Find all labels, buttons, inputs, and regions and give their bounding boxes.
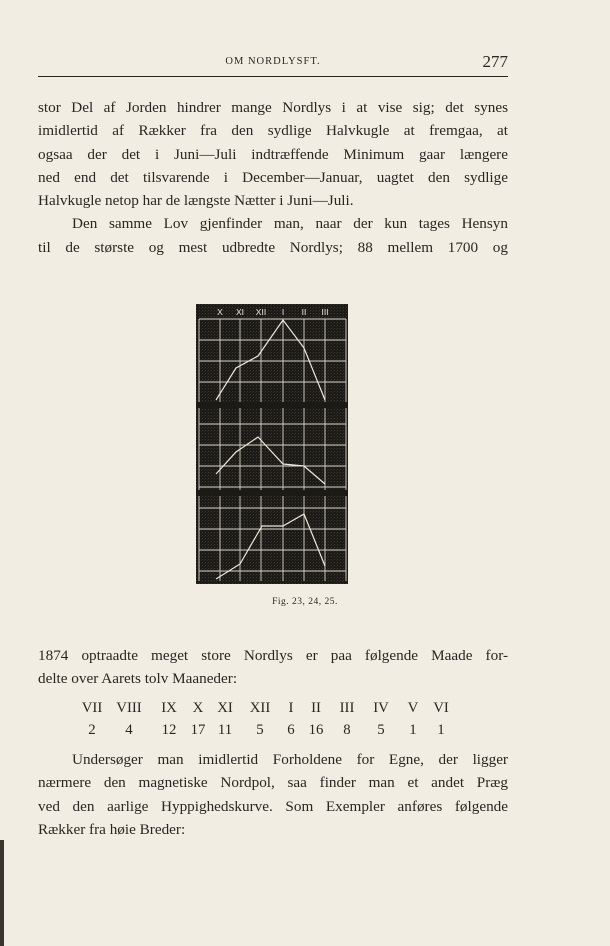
figure-caption: Fig. 23, 24, 25. <box>272 597 338 607</box>
month-cell: IV <box>373 699 389 716</box>
month-label: XI <box>235 307 245 317</box>
text-line: Rækker fra høie Breder: <box>38 820 186 838</box>
month-label: III <box>321 307 329 317</box>
month-cell: V <box>407 699 419 716</box>
paragraph-middle <box>38 644 508 691</box>
text-line: ogsaa der det i Juni—Juli indtræffende Minimum gaar længere <box>38 145 508 163</box>
text-line: ved den aarlige Hyppighedskurve. Som Exempler anføres følgende <box>38 797 508 815</box>
text-line: Den samme Lov gjenfinder man, naar der kun tages Hensyn <box>72 215 508 233</box>
month-cell: VIII <box>116 699 142 716</box>
header-rule <box>38 76 508 77</box>
month-label: I <box>281 307 285 317</box>
month-cell: IX <box>161 699 177 716</box>
month-cell: I <box>288 699 294 716</box>
count-cell: 8 <box>343 721 351 738</box>
count-cell: 12 <box>161 721 177 738</box>
text-line: nærmere den magnetiske Nordpol, saa finder man et andet Præg <box>38 774 508 792</box>
running-title: OM NORDLYSFT. <box>225 56 321 67</box>
month-cell: XI <box>217 699 233 716</box>
paragraph-top <box>38 96 508 259</box>
month-cell: VI <box>433 699 449 716</box>
count-cell: 1 <box>409 721 417 738</box>
page-edge <box>0 840 4 946</box>
month-label: XII <box>255 307 267 317</box>
text-line: imidlertid af Rækker fra den sydlige Halvkugle at fremgaa, at <box>38 122 508 140</box>
panel-separator <box>196 490 348 496</box>
text-line: stor Del af Jorden hindrer mange Nordlys i at vise sig; det synes <box>38 99 508 116</box>
page-header <box>38 52 508 74</box>
count-cell: 5 <box>256 721 264 738</box>
month-count-table <box>78 697 454 741</box>
page-number: 277 <box>482 52 508 71</box>
text-line: 1874 optraadte meget store Nordlys er paa følgende Maade for- <box>38 647 508 664</box>
count-cell: 2 <box>88 721 96 738</box>
panel-separator <box>196 402 348 408</box>
month-label: II <box>301 307 307 317</box>
count-cell: 11 <box>217 721 233 738</box>
count-cell: 4 <box>125 721 133 738</box>
month-cell: VII <box>81 699 103 716</box>
month-row <box>78 697 454 719</box>
count-cell: 16 <box>308 721 324 738</box>
month-cell: XII <box>249 699 271 716</box>
count-cell: 1 <box>437 721 445 738</box>
text-line: ned end det tilsvarende i December—Januar, uagtet den sydlige <box>38 168 508 186</box>
month-label: X <box>217 307 223 317</box>
text-line: delte over Aarets tolv Maaneder: <box>38 670 238 688</box>
month-cell: X <box>192 699 204 716</box>
text-line: Halvkugle netop har de længste Nætter i Juni—Juli. <box>38 192 354 210</box>
text-line: til de største og mest udbredte Nordlys; 88 mellem 1700 og <box>38 238 508 256</box>
count-cell: 6 <box>287 721 295 738</box>
count-row <box>78 719 454 741</box>
month-cell: II <box>311 699 321 716</box>
month-cell: III <box>339 699 355 716</box>
count-cell: 17 <box>190 721 206 738</box>
count-cell: 5 <box>377 721 385 738</box>
frequency-figure <box>196 304 348 584</box>
paragraph-bottom <box>38 748 508 841</box>
text-line: Undersøger man imidlertid Forholdene for Egne, der ligger <box>72 751 508 768</box>
